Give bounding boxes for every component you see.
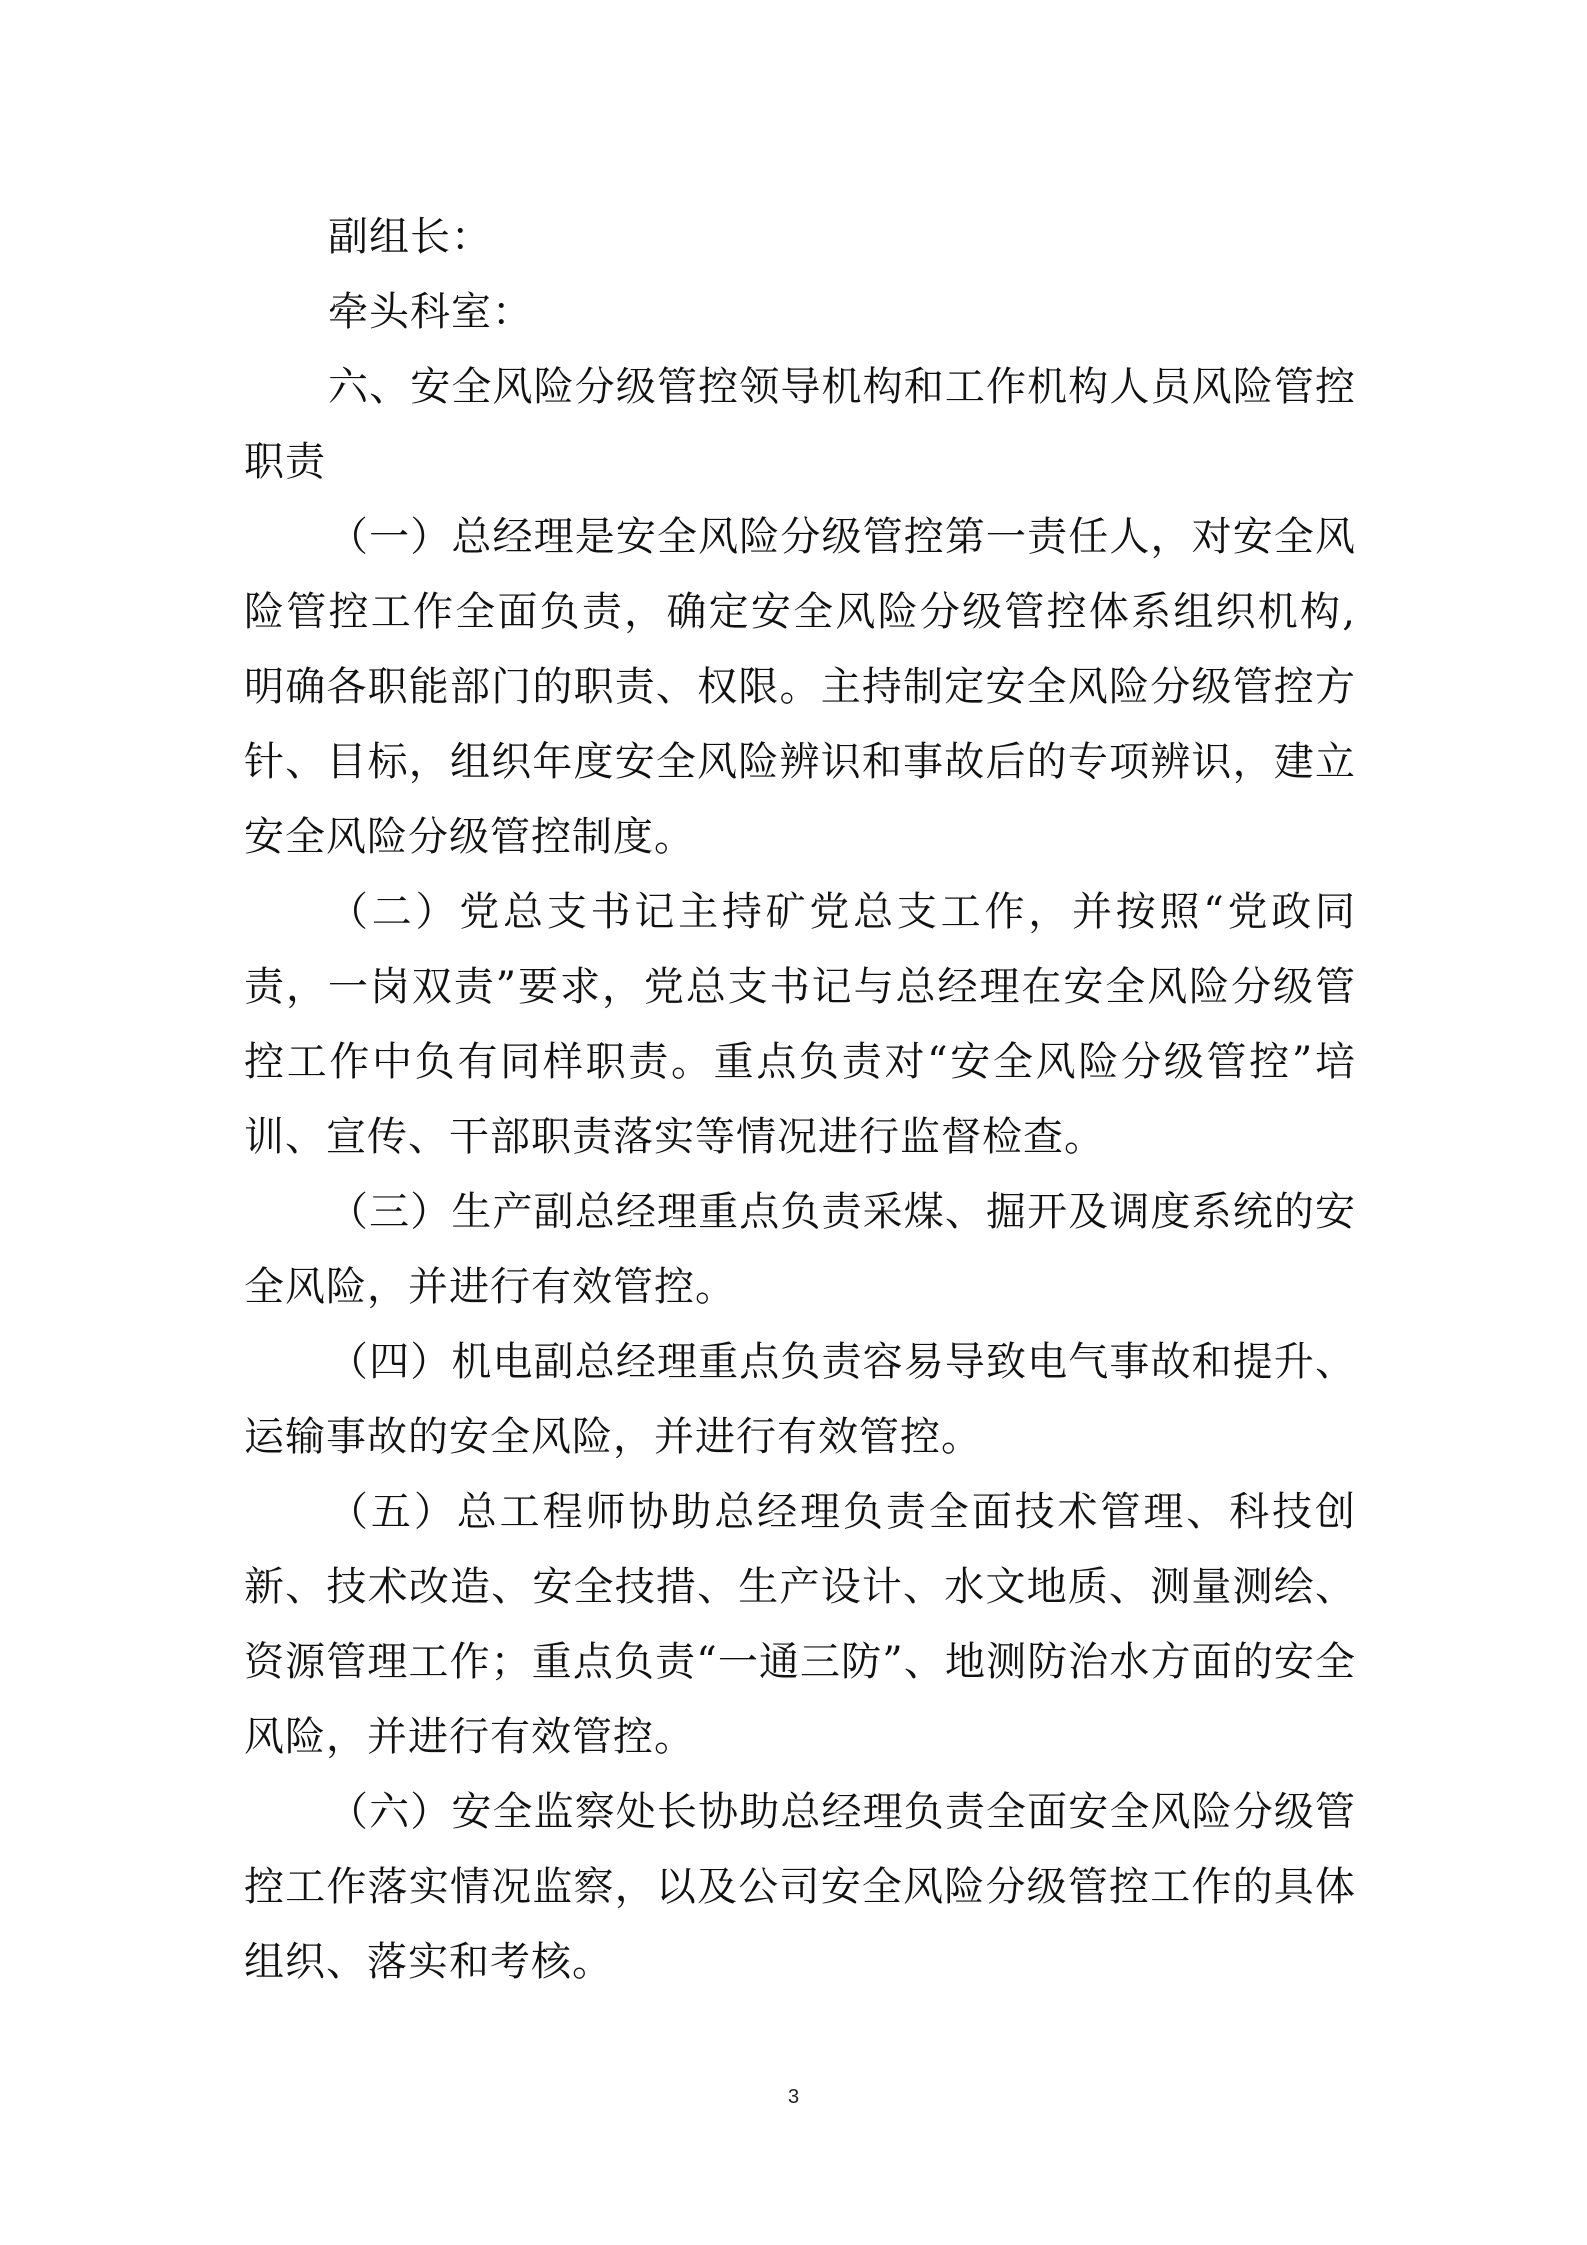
paragraph-lead-department: 牵头科室： — [328, 289, 533, 335]
paragraph-production-deputy: （三）生产副总经理重点负责采煤、掘开及调度系统的安全风险，并进行有效管控。 — [244, 1189, 1356, 1310]
paragraph-chief-engineer: （五）总工程师协助总经理负责全面技术管理、科技创新、技术改造、安全技措、生产设计、水文地质、测量测绘、资源管理工作；重点负责“一通三防”、地测防治水方面的安全风险，并进行有效管控。 — [244, 1489, 1356, 1760]
page-number: 3 — [787, 2086, 800, 2108]
section-heading-six: 六、安全风险分级管控领导机构和工作机构人员风险管控职责 — [244, 364, 1356, 485]
paragraph-party-secretary: （二）党总支书记主持矿党总支工作，并按照“党政同责，一岗双责”要求，党总支书记与总经理在安全风险分级管控工作中负有同样职责。重点负责对“安全风险分级管控”培训、宣传、干部职责落实等情况进行监督检查。 — [244, 889, 1356, 1160]
paragraph-electromechanical-deputy: （四）机电副总经理重点负责容易导致电气事故和提升、运输事故的安全风险，并进行有效管控。 — [244, 1339, 1356, 1460]
document-body — [244, 200, 1356, 2000]
paragraph-general-manager: （一）总经理是安全风险分级管控第一责任人，对安全风险管控工作全面负责，确定安全风险分级管控体系组织机构,明确各职能部门的职责、权限。主持制定安全风险分级管控方针、目标，组织年度安全风险辨识和事故后的专项辨识，建立安全风险分级管控制度。 — [244, 514, 1356, 860]
paragraph-safety-supervisor: （六）安全监察处长协助总经理负责全面安全风险分级管控工作落实情况监察，以及公司安全风险分级管控工作的具体组织、落实和考核。 — [244, 1789, 1356, 1985]
paragraph-deputy-leader: 副组长： — [328, 214, 492, 260]
